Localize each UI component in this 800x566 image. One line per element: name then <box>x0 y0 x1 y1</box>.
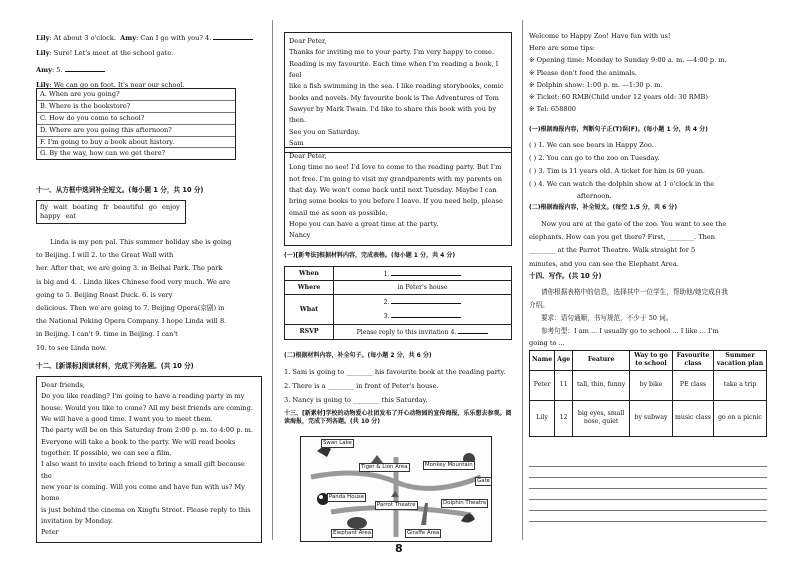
passage-line: in Beijing. I can't 9. time in Beijing. I can't <box>36 330 178 339</box>
option: B. Where is the bookstore? <box>37 101 235 113</box>
notice-line: Here are some tips: <box>529 44 596 53</box>
column-divider <box>522 20 523 540</box>
writing-lines[interactable] <box>529 466 767 532</box>
letter-line: Nancy <box>289 231 311 240</box>
info-table <box>284 266 512 340</box>
letter-line: house. Would you like to come? All my best friends are coming. <box>41 403 253 412</box>
letter-line: Dear friends, <box>41 381 85 389</box>
fill-line: minutes, and you can see the Elephant Area. <box>529 259 679 268</box>
sentences <box>284 366 512 408</box>
zoo-map-paths <box>301 437 491 541</box>
map-label: Dolphin Theatre <box>441 499 488 508</box>
letter-line: is just behind the cinema on Xingfu Street. Please reply to this <box>41 505 251 514</box>
letter-line: Sam <box>289 138 304 147</box>
tf-item-cont: afternoon. <box>577 192 612 201</box>
letter-line: not free. I'm going to visit my grandparents with my parents on <box>289 174 503 183</box>
answer-blank[interactable] <box>213 32 253 40</box>
answer-blank[interactable] <box>391 268 461 276</box>
blank-number: 1. <box>383 271 390 278</box>
where-value: in Peter's house <box>334 281 512 295</box>
section-11-title: 十一、从方框中选词补全短文。(每小题 1 分，共 10 分) <box>36 186 204 194</box>
sentence: 1. Sam is going to ________ his favourite book at the reading party. <box>284 368 506 376</box>
zoo-map <box>300 436 492 542</box>
letter-line: Sawyer by Mark Twain. I'd like to share this book with you by <box>289 104 497 113</box>
answer-blank[interactable] <box>391 310 461 318</box>
notice-line: ※ Please don't feed the animals. <box>529 68 637 77</box>
where-label: Where <box>297 283 321 291</box>
letter-line: Do you like reading? I'm going to have a reading party in my <box>41 392 245 401</box>
passage-line: Linda is my pen pal. This summer holiday she is going <box>50 238 232 246</box>
letter-line: Reading is my favourite. Each time when I'm reading a book, I feel <box>289 59 499 79</box>
table-cell: by subway <box>630 400 673 436</box>
option: A. When are you going? <box>37 89 235 101</box>
notice-line: ※ Ticket: 60 RMB(Child under 12 years old: 30 RMB) <box>529 92 708 101</box>
letter-line: The party will be on this Saturday from 2:00 p. m. to 4:00 p. m. <box>41 426 254 435</box>
passage-line: 10. to see Linda now. <box>36 343 107 352</box>
right-column <box>529 0 767 566</box>
fill-line: elephants. How can you get there? First, ________. Then <box>529 233 716 242</box>
letter-nancy <box>284 147 512 246</box>
letter-line: books and novels. My favourite book is The Adventures of Tom <box>289 93 499 102</box>
student-table <box>529 350 767 437</box>
passage-line: going to 5. Beijing Roast Duck. 6. is very <box>36 290 173 299</box>
table-cell: Lily <box>530 400 555 436</box>
map-label: Giraffe Area <box>405 529 441 538</box>
letter-line: together. If possible, we can see a film. <box>41 448 172 457</box>
blank-number: 2. <box>383 299 390 307</box>
letter-line: We will have a good time. I want you to meet them. <box>41 414 213 423</box>
table-cell: big eyes, small nose, quiet <box>573 400 630 436</box>
table-header: Age <box>555 351 573 371</box>
table-row <box>530 370 767 400</box>
notice-line: ※ Tel: 658800 <box>529 105 577 114</box>
left-column <box>36 0 264 566</box>
letter-line: Dear Peter, <box>289 37 327 45</box>
writing-line: going to ... <box>529 339 565 348</box>
table-header: Summer vacation plan <box>714 351 767 371</box>
page-number: 8 <box>395 542 403 555</box>
sentence: 2. There is a ________ in front of Peter's house. <box>284 381 439 390</box>
option: F. I'm going to buy a book about history. <box>37 137 235 149</box>
letter-line: Long time no see! I'd love to come to the reading party. But I'm <box>289 163 502 172</box>
table-row <box>530 400 767 436</box>
options-box <box>36 88 236 160</box>
table-cell: go on a picnic <box>714 400 767 436</box>
section-12-title: 十二、[新课标]阅读材料，完成下列各题。(共 10 分) <box>36 362 194 370</box>
speaker: Lily <box>36 80 50 89</box>
answer-blank[interactable] <box>458 326 488 334</box>
when-label: When <box>299 269 319 277</box>
speaker: Lily <box>36 34 50 42</box>
map-label: Elephant Area <box>331 529 373 538</box>
elephant-icon <box>347 517 367 529</box>
table-header: Feature <box>573 351 630 371</box>
letter-line: See you on Saturday. <box>289 127 360 136</box>
fill-passage <box>529 218 767 271</box>
letter-line: invitation by Monday. <box>41 516 113 525</box>
section-14-title: 十四、写作。(共 10 分) <box>529 272 602 280</box>
dialogue-line: : We can go on foot. It's near our school. <box>49 80 185 89</box>
map-label: Swan Lake <box>321 439 354 448</box>
giraffe-icon <box>421 503 428 525</box>
table-header: Favourite class <box>673 351 714 371</box>
blank-number: 3. <box>383 312 390 320</box>
table-cell: 12 <box>555 400 573 436</box>
passage-line: is big and 4. . Linda likes Chinese food very much. We are <box>36 277 230 286</box>
letter-line: Dear Peter, <box>289 152 327 160</box>
section-13-title: 十三、[新素材]学校的动物爱心社团发布了开心动物园的宣传海报，乐乐想去参观。阅读海报，完成下列各题。(共 10 分) <box>284 410 512 426</box>
answer-blank[interactable] <box>65 64 105 72</box>
part2-title: (二)根据材料内容，补全句子。(每小题 2 分，共 6 分) <box>284 352 432 359</box>
option: C. How do you come to school? <box>37 113 235 125</box>
word-box: fly wait boating fr beautiful go enjoy happy eat <box>36 200 186 224</box>
tf-item[interactable]: ( ) 4. We can watch the dolphin show at 1 o'clock in the <box>529 179 715 188</box>
letter-line: email me as soon as possible. <box>289 208 388 217</box>
passage-line: to Beijing. I will 2. to the Great Wall with <box>36 251 174 260</box>
writing-instructions <box>529 286 767 350</box>
fill-line: ________ at the Parrot Theatre. Walk straight for 5 <box>529 246 696 255</box>
map-label: Parrot Theatre <box>375 501 418 510</box>
fill-title: (二)根据海报内容，补全短文。(每空 1.5 分，共 6 分) <box>529 204 678 211</box>
rsvp-label: RSVP <box>299 327 319 335</box>
writing-line: 介绍。 <box>529 300 549 309</box>
map-label: Panda House <box>327 493 366 502</box>
passage-line: her. After that, we are going 3. in Beihai Park. The park <box>36 264 223 273</box>
writing-line: 要求：语句通顺，书写规范，不少于 50 词。 <box>541 313 673 322</box>
letter-line: Thanks for inviting me to your party. I'm very happy to come. <box>289 48 495 57</box>
notice-line: Welcome to Happy Zoo! Have fun with us! <box>529 32 671 40</box>
answer-blank[interactable] <box>391 296 461 304</box>
tf-item[interactable]: ( ) 3. Tim is 11 years old. A ticket for him is 60 yuan. <box>529 166 705 175</box>
table-cell: PE class <box>673 370 714 400</box>
table-cell: by bike <box>630 370 673 400</box>
table-header: Way to go to school <box>630 351 673 371</box>
part1-title: (一)[新考法]根据材料内容，完成表格。(每小题 1 分，共 4 分) <box>284 252 456 259</box>
map-label: Gate <box>475 477 492 486</box>
writing-line: 请你根据表格中的信息，选择其中一位学生，帮助他/她完成自我 <box>541 288 728 296</box>
letter-line: Peter <box>41 528 59 537</box>
letter-line: like a fish swimming in the sea. I like reading storybooks, comic <box>289 82 504 91</box>
option: D. Where are you going this afternoon? <box>37 125 235 137</box>
sentence: 3. Nancy is going to ________ this Saturday. <box>284 395 428 404</box>
letter-line: that day. We won't come back until next Tuesday. Maybe I can <box>289 185 497 194</box>
column-divider <box>272 20 273 540</box>
dialogue-line: : 5. <box>51 65 63 74</box>
tiger-icon <box>371 455 383 463</box>
speaker: Amy <box>120 34 137 42</box>
passage-line: delicious. Then we are going to 7. Beijing Opera(京剧) in <box>36 303 225 312</box>
dialogue-line: : Sure! Let's meet at the school gate. <box>49 48 174 57</box>
table-cell: music class <box>673 400 714 436</box>
tf-item[interactable]: ( ) 2. You can go to the zoo on Tuesday. <box>529 153 660 162</box>
speaker: Amy <box>36 65 52 74</box>
table-cell: take a trip <box>714 370 767 400</box>
notice-line: ※ Dolphin show: 1:00 p. m. —1:30 p. m. <box>529 80 663 89</box>
letter-line: new year is coming. Will you come and have fun with us? My home <box>41 482 245 503</box>
passage <box>36 236 264 355</box>
letter-line: I also want to invite each friend to bring a small gift because the <box>41 460 245 480</box>
tf-title: (一)根据海报内容，判断句子正(T)误(F)。(每小题 1 分，共 4 分) <box>529 126 708 133</box>
fill-line: Now you are at the gate of the zoo. You want to see the <box>541 220 727 228</box>
speaker: Lily <box>36 48 50 57</box>
map-label: Tiger & Lion Area <box>359 463 410 472</box>
map-label: Monkey Mountain <box>423 461 475 470</box>
writing-line: 参考句型：I am ... I usually go to school ... I like ... I'm <box>541 326 719 335</box>
dialogue-line: : At about 3 o'clock. <box>49 34 116 42</box>
letter-line: Everyone will take a book to the party. We will read books <box>41 437 236 446</box>
what-label: What <box>299 305 319 313</box>
rsvp-value: Please reply to this invitation 4. <box>356 329 457 337</box>
zoo-notice <box>529 30 767 115</box>
middle-column <box>284 0 514 566</box>
notice-line: ※ Opening time: Monday to Sunday 9:00 a. m. —4:00 p. m. <box>529 56 727 65</box>
option: G. By the way, how can we get there? <box>40 149 166 158</box>
letter-line: then. <box>289 116 307 125</box>
passage-line: the National Peking Opera Company. I hope Linda will 8. <box>36 317 227 326</box>
dialogue-line: : Can I go with you? 4. <box>136 34 212 42</box>
letter-invitation <box>36 376 262 543</box>
table-cell: tall, thin, funny <box>573 370 630 400</box>
table-header: Name <box>530 351 555 371</box>
tf-item[interactable]: ( ) 1. We can see bears in Happy Zoo. <box>529 141 654 149</box>
table-cell: Peter <box>530 370 555 400</box>
tf-questions <box>529 139 767 203</box>
table-cell: 11 <box>555 370 573 400</box>
letter-line: bring some books to you before I leave. If you need help, please <box>289 197 503 206</box>
letter-line: Hope you can have a great time at the party. <box>289 219 439 228</box>
letter-sam <box>284 32 512 153</box>
